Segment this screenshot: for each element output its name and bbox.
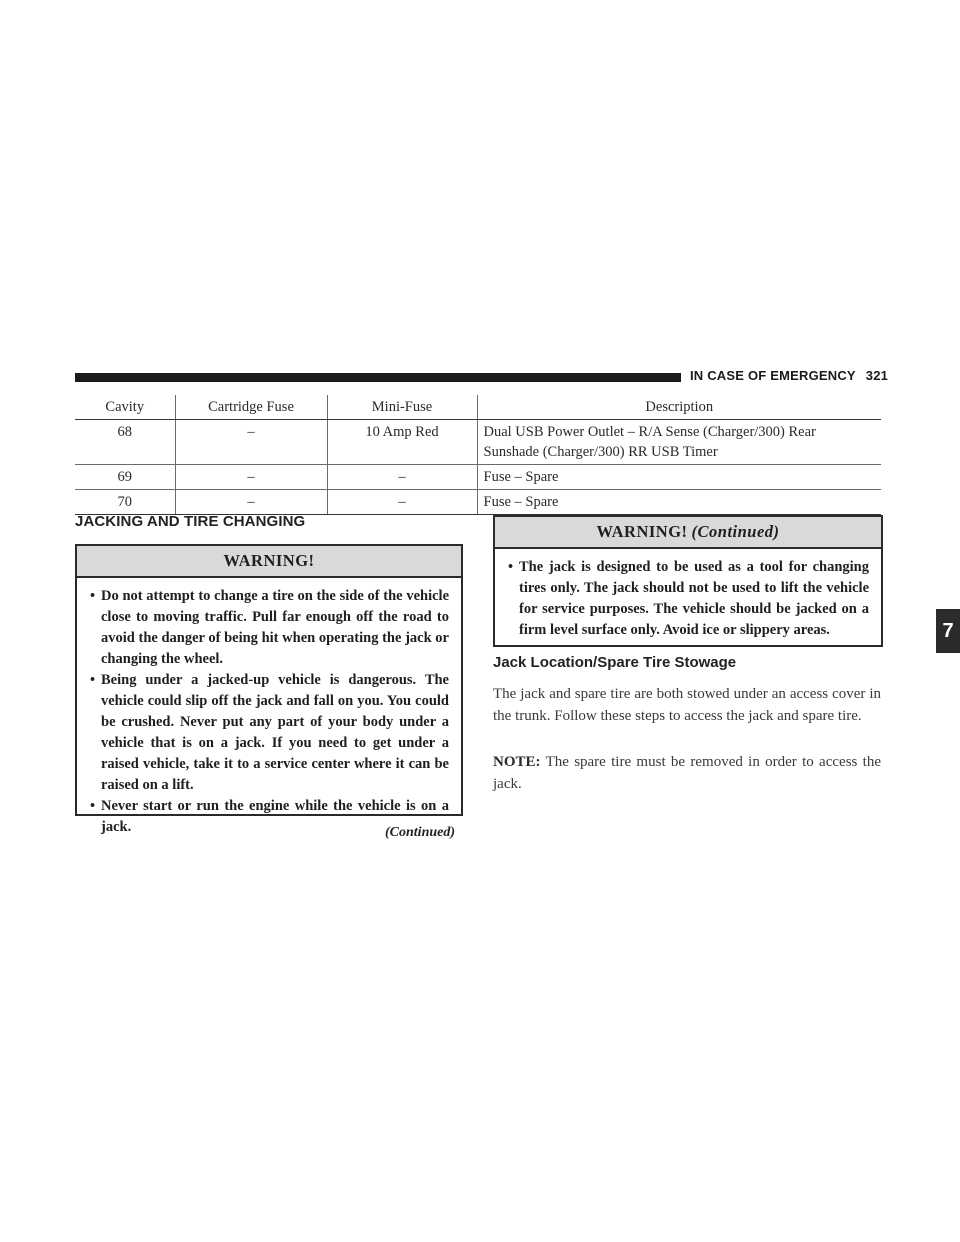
column-header-cavity: Cavity — [75, 395, 175, 420]
warning-item-text: The jack is designed to be used as a tool for changing tires only. The jack should not be used to lift the vehicle for service purposes. The vehicle should be jacked on a firm level surface only. Avoid ice or slippery areas. — [519, 559, 869, 638]
warning-item-text: Never start or run the engine while the vehicle is on a jack. — [101, 798, 449, 835]
cell-cavity: 69 — [75, 465, 175, 490]
table-row — [75, 465, 881, 490]
column-header-cartridge-fuse: Cartridge Fuse — [175, 395, 327, 420]
warning-title-suffix: (Continued) — [691, 522, 780, 541]
note-label: NOTE: — [493, 754, 541, 770]
bullet-icon: • — [508, 559, 514, 575]
cell-description: Fuse – Spare — [477, 465, 881, 490]
bullet-icon: • — [90, 672, 96, 688]
warning-item — [509, 557, 869, 641]
cell-cavity: 68 — [75, 420, 175, 465]
column-header-description: Description — [477, 395, 881, 420]
section-heading-jack-location: Jack Location/Spare Tire Stowage — [493, 654, 737, 671]
warning-title: WARNING! — [77, 546, 461, 578]
cell-cartridge-fuse: – — [175, 465, 327, 490]
warning-title — [495, 517, 881, 549]
chapter-tab[interactable]: 7 — [936, 609, 960, 653]
header-section-title: IN CASE OF EMERGENCY — [690, 368, 856, 383]
cell-cartridge-fuse: – — [175, 420, 327, 465]
bullet-icon: • — [90, 798, 96, 814]
section-heading-jacking: JACKING AND TIRE CHANGING — [75, 513, 306, 530]
page-number: 321 — [865, 368, 889, 383]
cell-mini-fuse: – — [327, 490, 477, 515]
warning-item-text: Being under a jacked-up vehicle is dangerous. The vehicle could slip off the jack and fall on you. You could be crushed. Never put any part of your body under a vehicle that is on a jack. If you need to get under a raised vehicle, take it to a service center where it can be raised on a lift. — [101, 672, 449, 793]
cell-cavity: 70 — [75, 490, 175, 515]
warning-item — [91, 586, 449, 670]
header-rule — [75, 373, 681, 382]
cell-mini-fuse: 10 Amp Red — [327, 420, 477, 465]
running-header — [690, 368, 888, 383]
warning-item-text: Do not attempt to change a tire on the side of the vehicle close to moving traffic. Pull far enough off the road to avoid the danger of being hit when operating the jack or changing the wheel. — [101, 588, 449, 667]
warning-list — [495, 549, 881, 649]
table-row — [75, 490, 881, 515]
cell-description: Fuse – Spare — [477, 490, 881, 515]
warning-box-continued — [493, 515, 883, 647]
column-header-mini-fuse: Mini-Fuse — [327, 395, 477, 420]
cell-mini-fuse: – — [327, 465, 477, 490]
warning-title-text: WARNING! — [596, 522, 688, 541]
note-text: The spare tire must be removed in order to access the jack. — [493, 754, 881, 792]
warning-list — [77, 578, 461, 846]
bullet-icon: • — [90, 588, 96, 604]
cell-description: Dual USB Power Outlet – R/A Sense (Charger/300) Rear Sunshade (Charger/300) RR USB Timer — [477, 420, 881, 465]
fuse-table — [75, 395, 881, 515]
continued-label: (Continued) — [385, 825, 456, 840]
note-paragraph — [493, 751, 881, 795]
table-header-row — [75, 395, 881, 420]
table-row — [75, 420, 881, 465]
body-paragraph: The jack and spare tire are both stowed under an access cover in the trunk. Follow these steps to access the jack and spare tire. — [493, 686, 881, 724]
warning-item — [91, 670, 449, 796]
cell-cartridge-fuse: – — [175, 490, 327, 515]
